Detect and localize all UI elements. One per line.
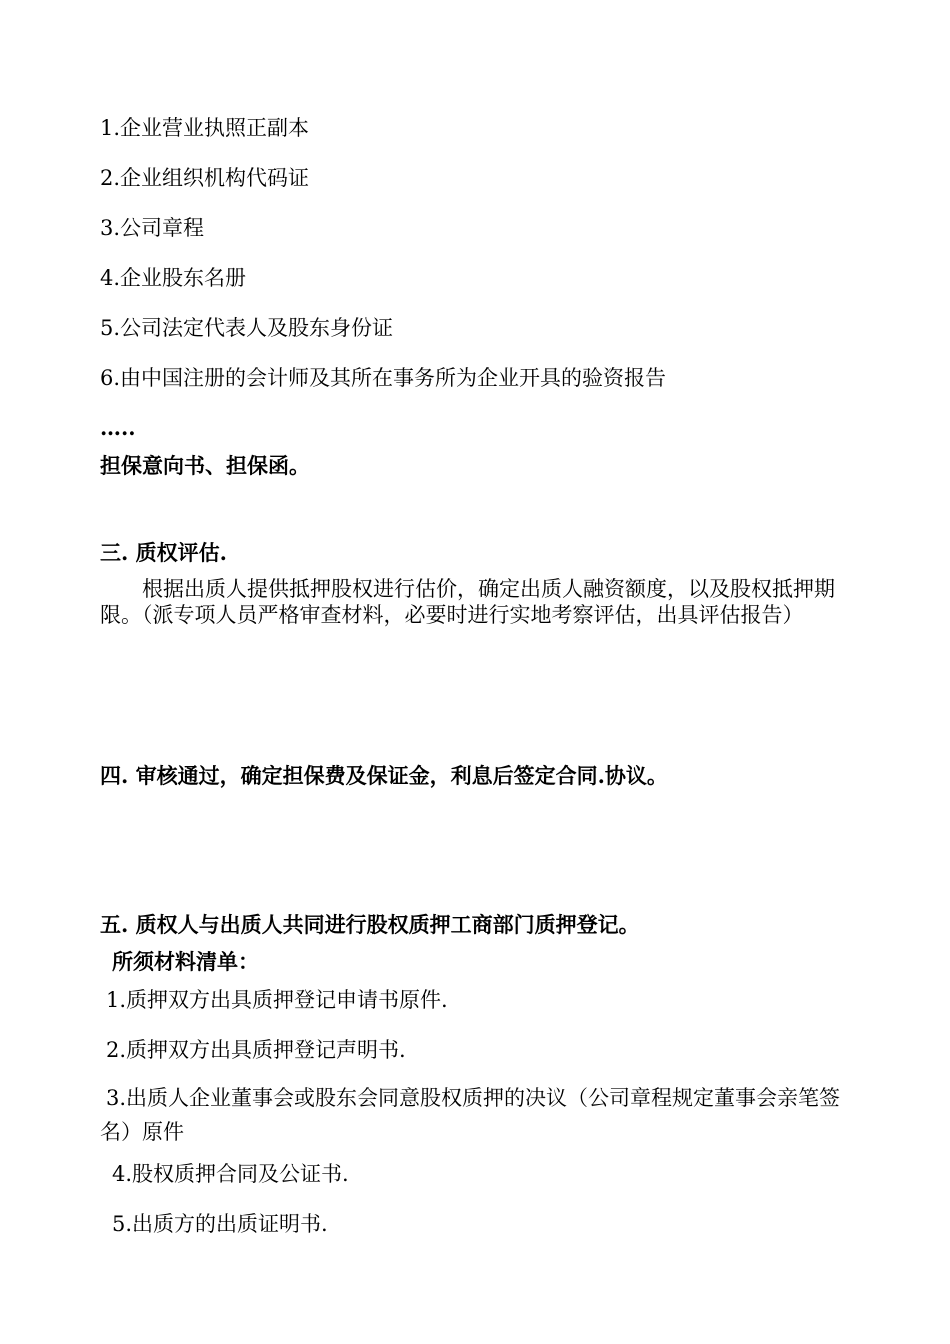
list-item: 1.质押双方出具质押登记申请书原件. [106, 988, 448, 1012]
list-item: 6.由中国注册的会计师及其所在事务所为企业开具的验资报告 [100, 366, 667, 390]
section4-heading: 四. 审核通过，确定担保费及保证金，利息后签定合同.协议。 [100, 763, 668, 788]
list-item: 4.股权质押合同及公证书. [112, 1162, 349, 1186]
list-item: 2.质押双方出具质押登记声明书. [106, 1038, 406, 1062]
ellipsis-text: ….. [100, 415, 136, 440]
list-item: 5.公司法定代表人及股东身份证 [100, 316, 394, 340]
list-item: 2.企业组织机构代码证 [100, 166, 310, 190]
list-item: 4.企业股东名册 [100, 266, 247, 290]
guarantee-docs-text: 担保意向书、担保函。 [100, 453, 310, 478]
list-item: 3.公司章程 [100, 216, 205, 240]
list-item: 3.出质人企业董事会或股东会同意股权质押的决议（公司章程规定董事会亲笔签名）原件 [100, 1086, 841, 1144]
section3-body: 根据出质人提供抵押股权进行估价，确定出质人融资额度，以及股权抵押期限。（派专项人员严格审查材料，必要时进行实地考察评估，出具评估报告） [100, 577, 835, 627]
list-item: 5.出质方的出质证明书. [112, 1212, 328, 1236]
section5-heading: 五. 质权人与出质人共同进行股权质押工商部门质押登记。 [100, 912, 640, 937]
section3-heading: 三. 质权评估. [100, 540, 227, 565]
list-item: 1.企业营业执照正副本 [100, 116, 310, 140]
section5-subheading: 所须材料清单： [112, 949, 259, 974]
